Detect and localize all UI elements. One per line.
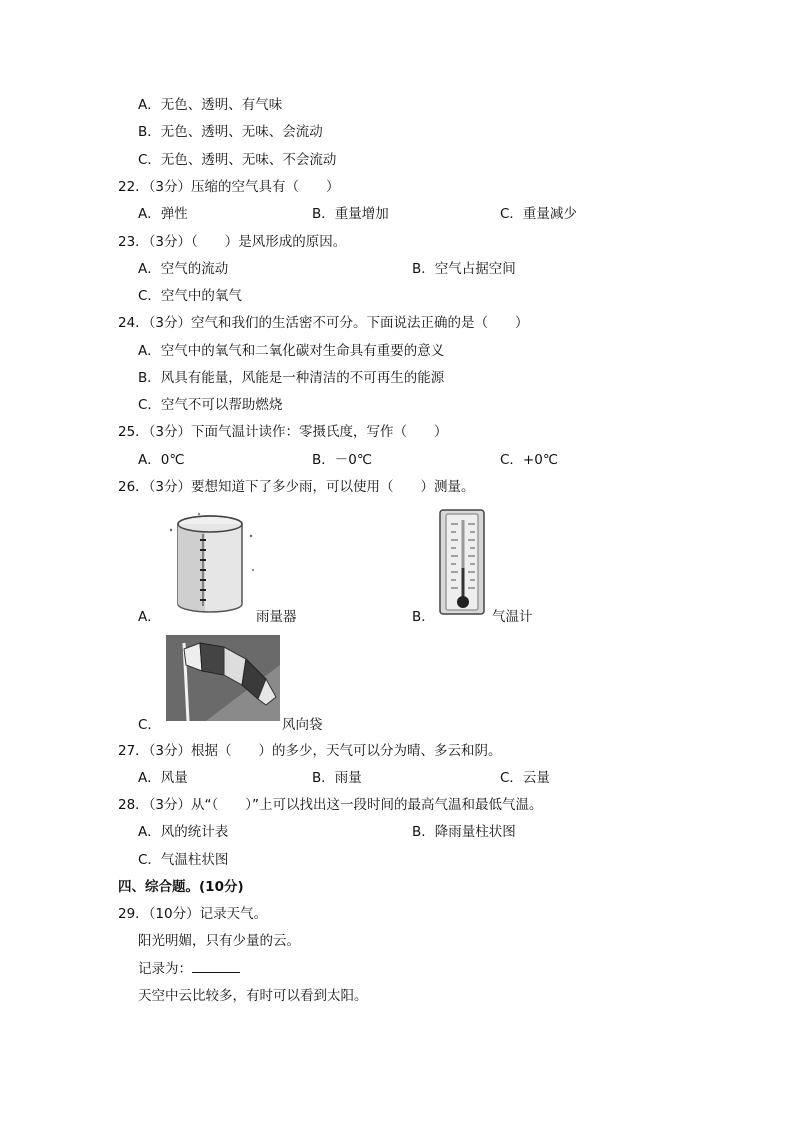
q25-option-a: A．0℃ [138,452,185,468]
q29-stem: 29．（10分）记录天气。 [118,906,268,922]
q25-option-b: B．－0℃ [312,452,373,468]
q23-option-c: C．空气中的氧气 [138,288,242,304]
q28-option-a: A．风的统计表 [138,824,229,840]
q26-option-b-letter: B． [412,609,435,625]
q27-option-c: C．云量 [500,770,550,786]
q25-stem: 25．（3分）下面气温计读作：零摄氏度，写作（ ） [118,424,448,440]
q27-option-a: A．风量 [138,770,188,786]
q21-option-c: C．无色、透明、无味、不会流动 [138,152,337,168]
q26-option-c-caption: 风向袋 [282,717,323,733]
q21-option-a: A．无色、透明、有气味 [138,97,283,113]
q29-record-row [138,960,240,978]
q27-option-b: B．雨量 [312,770,362,786]
q22-stem: 22．（3分）压缩的空气具有（ ） [118,179,340,195]
q23-stem: 23．（3分）（ ）是风形成的原因。 [118,234,347,250]
q26-option-b-caption: 气温计 [492,609,533,625]
q29-record-label: 记录为： [138,961,192,977]
q26-stem: 26．（3分）要想知道下了多少雨，可以使用（ ）测量。 [118,479,475,495]
q23-option-a: A．空气的流动 [138,261,229,277]
windsock-image [166,635,280,721]
q23-option-b: B．空气占据空间 [412,261,516,277]
rain-gauge-image [165,510,260,620]
q21-option-b: B．无色、透明、无味、会流动 [138,124,323,140]
q22-option-a: A．弹性 [138,206,188,222]
q28-stem: 28．（3分）从“（ ）”上可以找出这一段时间的最高气温和最低气温。 [118,797,543,813]
q26-option-c-letter: C． [138,717,161,733]
q28-option-c: C．气温柱状图 [138,852,229,868]
section-title: 四、综合题。(10分) [118,879,244,895]
q27-stem: 27．（3分）根据（ ）的多少，天气可以分为晴、多云和阴。 [118,743,502,759]
q29-description-1: 阳光明媚，只有少量的云。 [138,933,300,949]
q24-stem: 24．（3分）空气和我们的生活密不可分。下面说法正确的是（ ） [118,315,529,331]
q25-option-c: C．+0℃ [500,452,558,468]
q22-option-c: C．重量减少 [500,206,577,222]
q24-option-c: C．空气不可以帮助燃烧 [138,397,283,413]
q26-option-a-letter: A． [138,609,161,625]
q22-option-b: B．重量增加 [312,206,389,222]
q26-option-a-caption: 雨量器 [256,609,297,625]
thermometer-image [438,508,490,618]
q29-description-2: 天空中云比较多，有时可以看到太阳。 [138,988,368,1004]
q24-option-a: A．空气中的氧气和二氧化碳对生命具有重要的意义 [138,343,445,359]
q28-option-b: B．降雨量柱状图 [412,824,516,840]
q29-answer-blank[interactable] [192,960,240,973]
q24-option-b: B．风具有能量，风能是一种清洁的不可再生的能源 [138,370,445,386]
